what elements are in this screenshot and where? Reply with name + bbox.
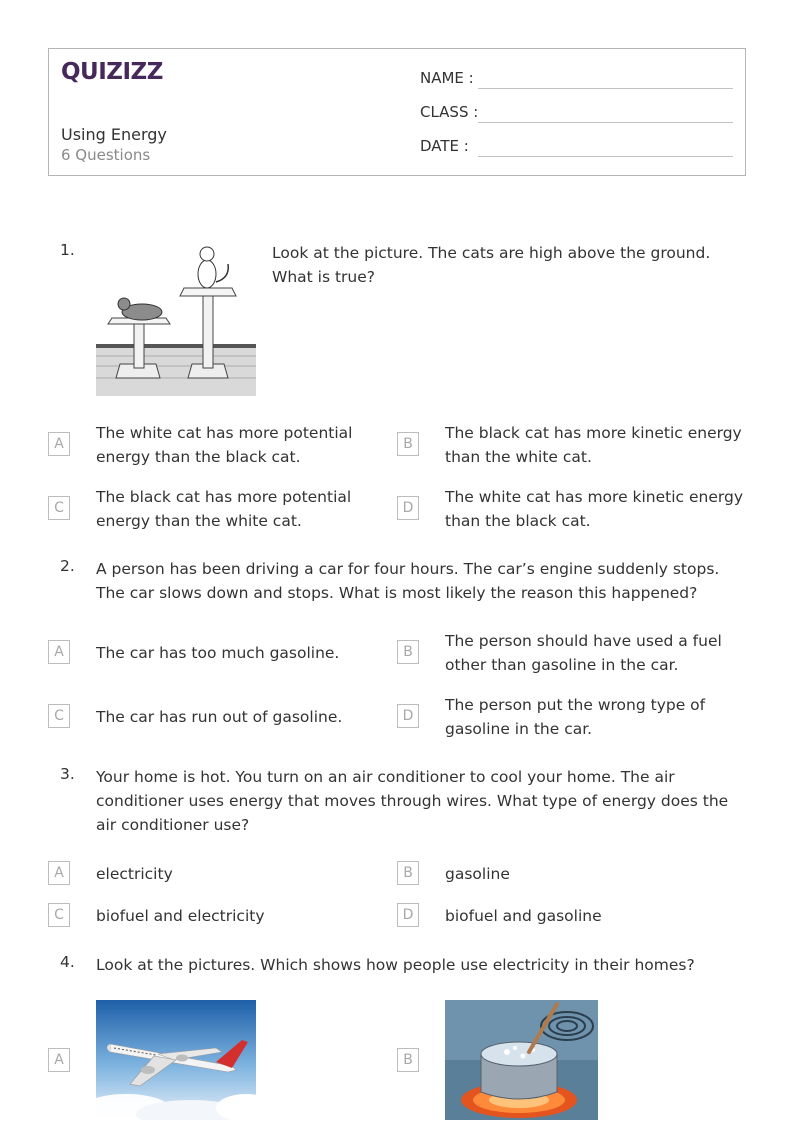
- name-line[interactable]: [478, 88, 733, 89]
- date-label: DATE :: [420, 137, 469, 155]
- worksheet-header: [48, 48, 746, 176]
- q1-option-b-text[interactable]: The black cat has more kinetic energy than the white cat.: [445, 424, 742, 466]
- name-label: NAME :: [420, 69, 474, 87]
- q3-option-c-letter[interactable]: C: [48, 903, 70, 927]
- q1-option-b-letter[interactable]: B: [397, 432, 419, 456]
- pot-on-stove-image[interactable]: [445, 1000, 598, 1120]
- q1-option-a-text[interactable]: The white cat has more potential energy than the black cat.: [96, 424, 353, 466]
- q2-option-d-text[interactable]: The person put the wrong type of gasoline in the car.: [445, 696, 706, 738]
- class-line[interactable]: [478, 122, 733, 123]
- q2-option-a-text[interactable]: The car has too much gasoline.: [96, 644, 340, 662]
- worksheet-title: Using Energy: [61, 125, 167, 144]
- question-count: 6 Questions: [61, 146, 151, 164]
- q3-option-d-letter[interactable]: D: [397, 903, 419, 927]
- airplane-image[interactable]: [96, 1000, 256, 1120]
- q3-option-d-text[interactable]: biofuel and gasoline: [445, 907, 602, 925]
- q1-option-a-letter[interactable]: A: [48, 432, 70, 456]
- question-4-number: 4.: [60, 953, 75, 971]
- cats-on-towers-image: [96, 238, 256, 396]
- q3-option-a-text[interactable]: electricity: [96, 865, 173, 883]
- q2-option-a-letter[interactable]: A: [48, 640, 70, 664]
- q1-option-c-letter[interactable]: C: [48, 496, 70, 520]
- question-1-number: 1.: [60, 241, 75, 259]
- question-4-text: Look at the pictures. Which shows how people use electricity in their homes?: [96, 956, 695, 974]
- question-2-number: 2.: [60, 557, 75, 575]
- q2-option-b-text[interactable]: The person should have used a fuel other than gasoline in the car.: [445, 632, 722, 674]
- question-1-text: Look at the picture. The cats are high above the ground. What is true?: [272, 244, 711, 286]
- question-3-number: 3.: [60, 765, 75, 783]
- q1-option-d-letter[interactable]: D: [397, 496, 419, 520]
- q3-option-a-letter[interactable]: A: [48, 861, 70, 885]
- q4-option-b-letter[interactable]: B: [397, 1048, 419, 1072]
- q1-option-d-text[interactable]: The white cat has more kinetic energy than the black cat.: [445, 488, 744, 530]
- question-3-text: Your home is hot. You turn on an air conditioner to cool your home. The air conditioner uses energy that moves through wires. What type of energy does the air conditioner use?: [96, 768, 729, 834]
- q3-option-c-text[interactable]: biofuel and electricity: [96, 907, 265, 925]
- quizizz-logo: QUIZIZZ: [61, 59, 163, 85]
- q2-option-c-letter[interactable]: C: [48, 704, 70, 728]
- date-line[interactable]: [478, 156, 733, 157]
- q4-option-a-letter[interactable]: A: [48, 1048, 70, 1072]
- q1-option-c-text[interactable]: The black cat has more potential energy than the white cat.: [96, 488, 352, 530]
- question-2-text: A person has been driving a car for four hours. The car’s engine suddenly stops. The car slows down and stops. What is most likely the reason this happened?: [96, 560, 720, 602]
- q2-option-d-letter[interactable]: D: [397, 704, 419, 728]
- q2-option-b-letter[interactable]: B: [397, 640, 419, 664]
- q3-option-b-letter[interactable]: B: [397, 861, 419, 885]
- q2-option-c-text[interactable]: The car has run out of gasoline.: [96, 708, 343, 726]
- class-label: CLASS :: [420, 103, 479, 121]
- q3-option-b-text[interactable]: gasoline: [445, 865, 510, 883]
